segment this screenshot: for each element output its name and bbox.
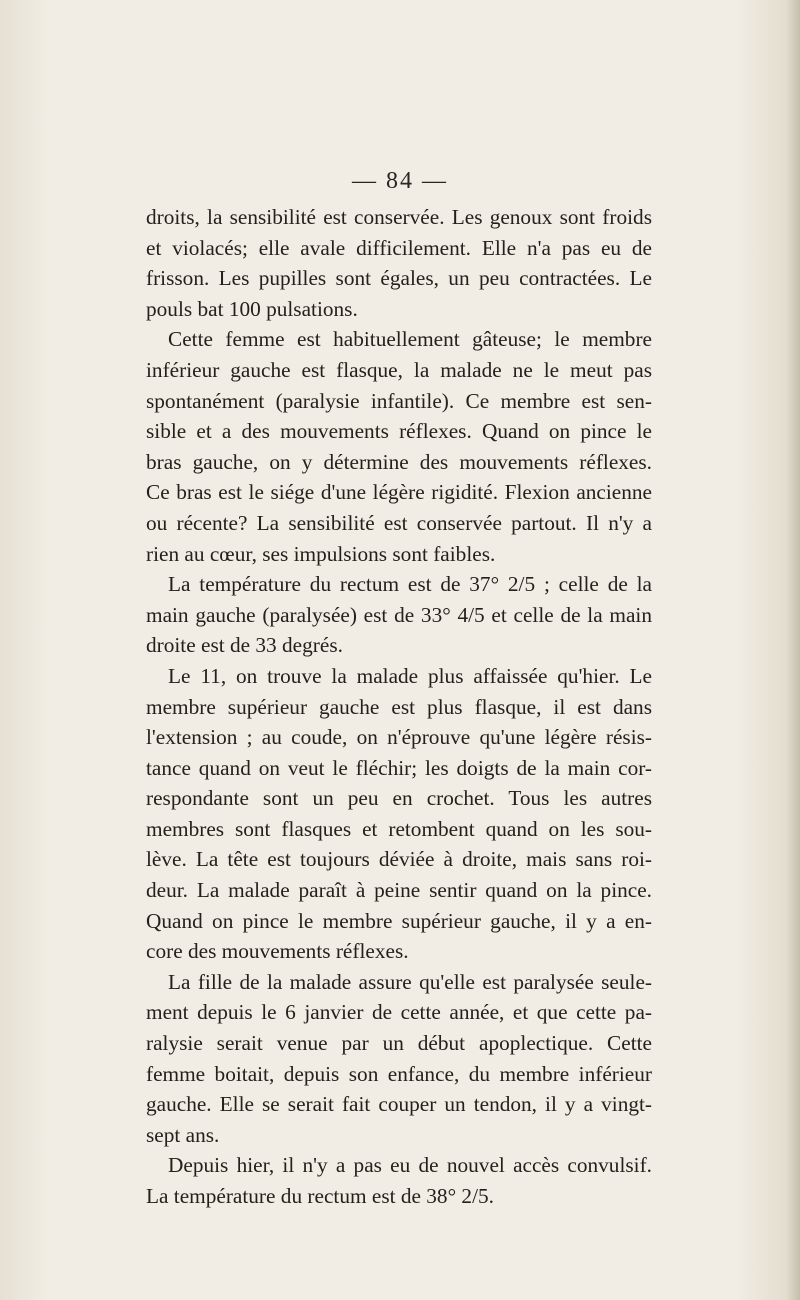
text-line: core des mouvements réflexes. xyxy=(146,939,409,964)
text-line: La température du rectum est de 37° 2/5 ; celle de la xyxy=(168,572,652,597)
text-line: Cette femme est habituellement gâteuse; le membre xyxy=(168,327,652,352)
text-line: membre supérieur gauche est plus flasque, il est dans xyxy=(146,694,652,719)
text-line: l'extension ; au coude, on n'éprouve qu'une légère résis- xyxy=(146,725,652,750)
text-line: Le 11, on trouve la malade plus affaissée qu'hier. Le xyxy=(168,663,652,688)
page-number: — 84 — xyxy=(352,168,448,194)
text-line: sept ans. xyxy=(146,1122,220,1147)
text-line: Depuis hier, il n'y a pas eu de nouvel accès convulsif. xyxy=(168,1153,652,1178)
text-line: rien au cœur, ses impulsions sont faibles. xyxy=(146,541,496,566)
text-line: sible et a des mouvements réflexes. Quand on pince le xyxy=(146,419,652,444)
text-line: bras gauche, on y détermine des mouvements réflexes. xyxy=(146,449,652,474)
text-line: tance quand on veut le fléchir; les doigts de la main cor- xyxy=(146,755,652,780)
page-edge-shadow xyxy=(786,0,800,1300)
body-text xyxy=(146,202,652,1212)
text-line: respondante sont un peu en crochet. Tous les autres xyxy=(146,786,652,811)
text-line: deur. La malade paraît à peine sentir quand on la pince. xyxy=(146,878,652,903)
text-line: droits, la sensibilité est conservée. Les genoux sont froids xyxy=(146,205,652,229)
text-line: ment depuis le 6 janvier de cette année, et que cette pa- xyxy=(146,1000,652,1025)
text-line: droite est de 33 degrés. xyxy=(146,633,343,658)
text-line: lève. La tête est toujours déviée à droite, mais sans roi- xyxy=(146,847,652,872)
text-line: gauche. Elle se serait fait couper un tendon, il y a vingt- xyxy=(146,1092,652,1117)
text-line: La fille de la malade assure qu'elle est paralysée seule- xyxy=(168,969,652,994)
text-line: spontanément (paralysie infantile). Ce membre est sen- xyxy=(146,388,652,413)
text-line: membres sont flasques et retombent quand on les sou- xyxy=(146,816,652,841)
text-line: et violacés; elle avale difficilement. Elle n'a pas eu de xyxy=(146,235,652,260)
text-line: Quand on pince le membre supérieur gauche, il y a en- xyxy=(146,908,652,933)
text-line: Ce bras est le siége d'une légère rigidité. Flexion ancienne xyxy=(146,480,652,505)
text-line: main gauche (paralysée) est de 33° 4/5 et celle de la main xyxy=(146,602,652,627)
text-line: ou récente? La sensibilité est conservée partout. Il n'y a xyxy=(146,510,652,535)
text-line: pouls bat 100 pulsations. xyxy=(146,296,358,321)
text-line: femme boitait, depuis son enfance, du membre inférieur xyxy=(146,1061,652,1086)
text-line: frisson. Les pupilles sont égales, un peu contractées. Le xyxy=(146,266,652,291)
text-line: inférieur gauche est flasque, la malade ne le meut pas xyxy=(146,357,652,382)
text-line: ralysie serait venue par un début apoplectique. Cette xyxy=(146,1031,652,1056)
text-line: La température du rectum est de 38° 2/5. xyxy=(146,1184,494,1208)
